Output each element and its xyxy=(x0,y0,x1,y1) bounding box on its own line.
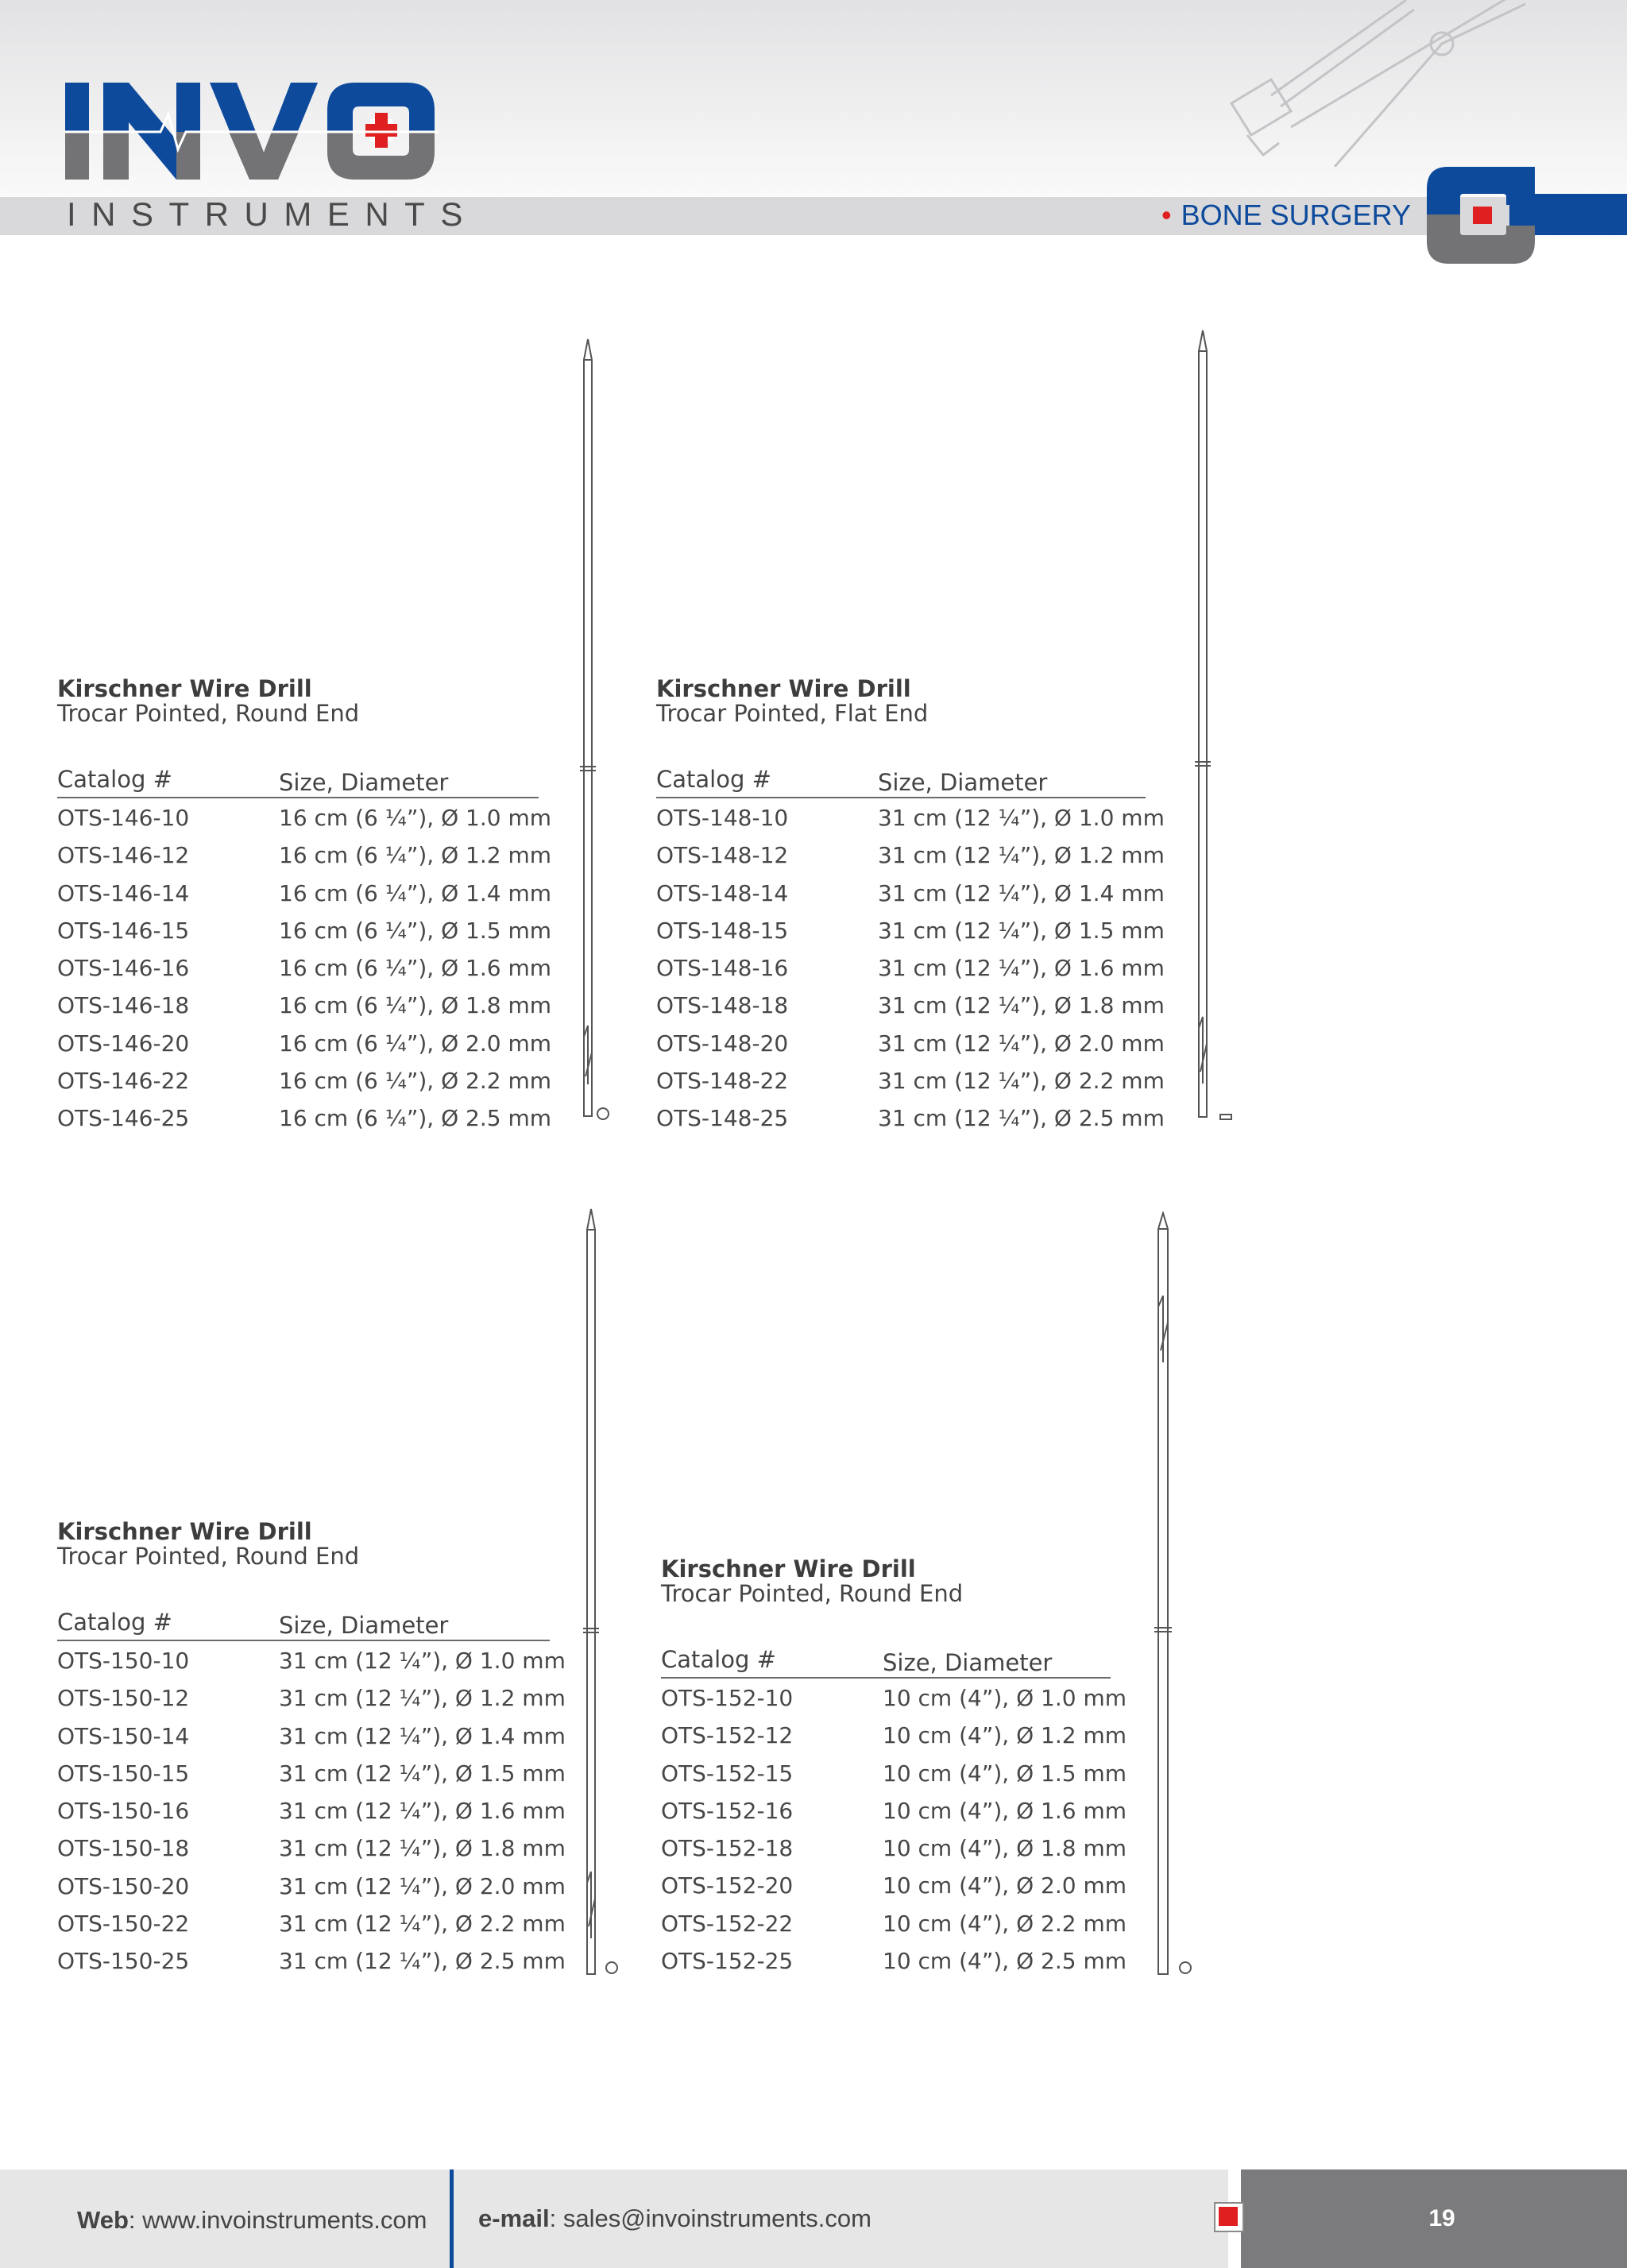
kirschner-wire-flat-end-drawing xyxy=(1182,329,1238,1123)
product-subtitle: Trocar Pointed, Round End xyxy=(57,700,360,727)
kirschner-wire-round-end-drawing xyxy=(574,1207,621,1978)
footer-square-icon xyxy=(1214,2202,1244,2232)
table-header-rule xyxy=(656,797,1146,798)
product-subtitle: Trocar Pointed, Round End xyxy=(661,1580,964,1607)
website-link[interactable]: www.invoinstruments.com xyxy=(142,2206,427,2234)
table-header xyxy=(57,766,449,796)
product-title: Kirschner Wire Drill xyxy=(656,675,911,702)
table-header xyxy=(661,1646,1053,1676)
logo-subtext: INSTRUMENTS xyxy=(67,195,478,233)
table-header xyxy=(57,1609,449,1639)
product-title: Kirschner Wire Drill xyxy=(57,1518,312,1545)
kirschner-wire-round-end-drawing xyxy=(568,338,616,1124)
catalog-column-header: Catalog # xyxy=(656,766,771,793)
product-title: Kirschner Wire Drill xyxy=(661,1555,916,1582)
surgical-hammer-icon xyxy=(1215,0,1533,167)
section-label: • BONE SURGERY xyxy=(1161,199,1412,231)
catalog-column-header: Catalog # xyxy=(57,1609,172,1636)
footer-website: Web: www.invoinstruments.com xyxy=(77,2206,427,2234)
table-header-rule xyxy=(661,1677,1111,1679)
footer-divider xyxy=(450,2169,454,2268)
size-column-header: Size, Diameter xyxy=(883,1649,1053,1676)
page-number: 19 xyxy=(1428,2205,1455,2231)
table-header-rule xyxy=(57,797,539,798)
section-c-badge-icon xyxy=(1424,165,1543,265)
product-subtitle: Trocar Pointed, Flat End xyxy=(656,700,929,727)
kirschner-wire-round-end-drawing xyxy=(1147,1211,1203,1978)
table-header xyxy=(656,766,1048,796)
product-title: Kirschner Wire Drill xyxy=(57,675,312,702)
invo-logo xyxy=(65,83,439,186)
size-column-header: Size, Diameter xyxy=(279,1612,449,1639)
size-column-header: Size, Diameter xyxy=(279,769,449,796)
product-subtitle: Trocar Pointed, Round End xyxy=(57,1543,360,1570)
email-link[interactable]: sales@invoinstruments.com xyxy=(562,2204,871,2232)
footer-email: e-mail: sales@invoinstruments.com xyxy=(478,2204,871,2232)
catalog-column-header: Catalog # xyxy=(661,1646,776,1673)
size-column-header: Size, Diameter xyxy=(878,769,1048,796)
catalog-column-header: Catalog # xyxy=(57,766,172,793)
table-header-rule xyxy=(57,1640,550,1641)
bullet-icon: • xyxy=(1161,199,1172,231)
